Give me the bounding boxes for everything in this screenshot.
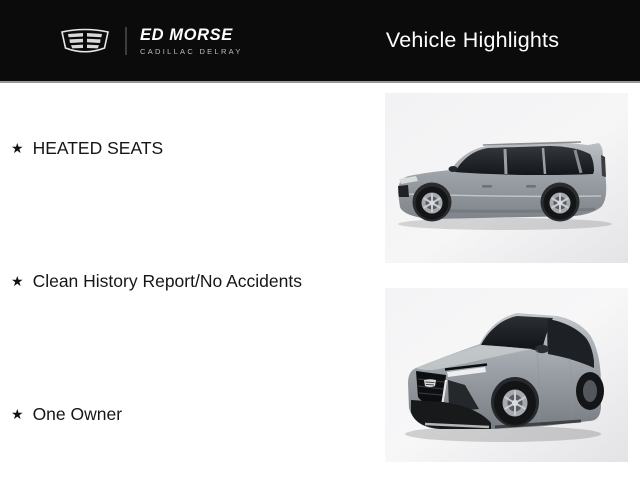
vehicle-photo-side (385, 93, 628, 263)
vehicle-photo-front (385, 288, 628, 462)
star-icon: ★ (11, 406, 24, 422)
star-icon: ★ (11, 140, 24, 156)
cadillac-crest-icon (60, 26, 110, 56)
header-bar (0, 0, 640, 83)
dealer-name: ED MORSE (140, 25, 233, 44)
highlight-item (11, 135, 163, 161)
highlight-item (11, 401, 122, 427)
page-title: Vehicle Highlights (385, 28, 560, 52)
highlight-label: Clean History Report/No Accidents (32, 271, 302, 291)
brand-text (140, 27, 243, 56)
highlight-item (11, 268, 302, 294)
highlight-label: One Owner (32, 404, 123, 424)
brand (60, 26, 243, 56)
star-icon: ★ (11, 273, 24, 289)
dealer-subtitle: CADILLAC DELRAY (140, 46, 243, 56)
highlight-label: HEATED SEATS (32, 138, 164, 158)
header-divider (125, 27, 127, 55)
